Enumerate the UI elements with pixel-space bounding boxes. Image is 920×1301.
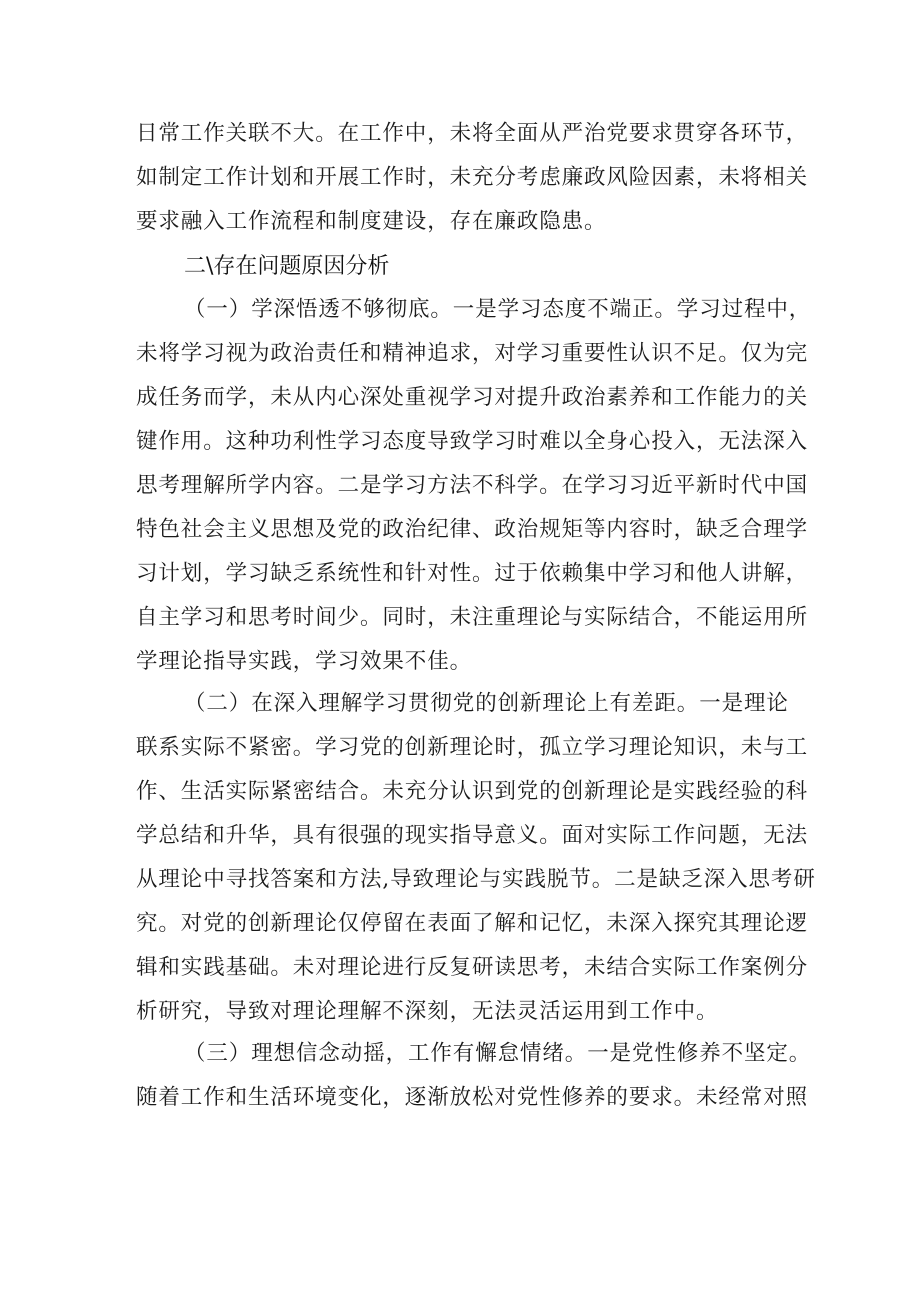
text-line: 自主学习和思考时间少。同时，未注重理论与实际结合，不能运用所 — [136, 605, 809, 630]
text-line: 从理论中寻找答案和方法,导致理论与实践脱节。二是缺乏深入思考研 — [136, 867, 816, 892]
text-line: 未将学习视为政治责任和精神追求，对学习重要性认识不足。仅为完 — [136, 341, 809, 366]
text-line: 日常工作关联不大。在工作中，未将全面从严治党要求贯穿各环节， — [136, 121, 809, 146]
text-line: （一）学深悟透不够彻底。一是学习态度不端正。学习过程中， — [184, 297, 812, 322]
text-line: 要求融入工作流程和制度建设，存在廉政隐患。 — [136, 209, 607, 234]
text-line: 学总结和升华，具有很强的现实指导意义。面对实际工作问题，无法 — [136, 823, 809, 848]
text-line: 成任务而学，未从内心深处重视学习对提升政治素养和工作能力的关 — [136, 385, 809, 410]
text-line: 特色社会主义思想及党的政治纪律、政治规矩等内容时，缺乏合理学 — [136, 517, 809, 542]
text-line: 作、生活实际紧密结合。未充分认识到党的创新理论是实践经验的科 — [136, 779, 809, 804]
text-line: 析研究，导致对理论理解不深刻，无法灵活运用到工作中。 — [136, 999, 719, 1024]
text-line: 思考理解所学内容。二是学习方法不科学。在学习习近平新时代中国 — [136, 473, 809, 498]
text-line: 习计划，学习缺乏系统性和针对性。过于依赖集中学习和他人讲解， — [136, 561, 809, 586]
text-line: （二）在深入理解学习贯彻党的创新理论上有差距。一是理论 — [184, 691, 789, 716]
text-line: 随着工作和生活环境变化，逐渐放松对党性修养的要求。未经常对照 — [136, 1085, 809, 1110]
text-line: 究。对党的创新理论仅停留在表面了解和记忆，未深入探究其理论逻 — [136, 911, 809, 936]
section-heading: 二\存在问题原因分析 — [184, 254, 390, 279]
text-line: （三）理想信念动摇，工作有懈怠情绪。一是党性修养不坚定。 — [184, 1041, 812, 1066]
text-line: 联系实际不紧密。学习党的创新理论时，孤立学习理论知识，未与工 — [136, 735, 809, 760]
text-line: 键作用。这种功利性学习态度导致学习时难以全身心投入，无法深入 — [136, 429, 809, 454]
text-line: 辑和实践基础。未对理论进行反复研读思考，未结合实际工作案例分 — [136, 955, 809, 980]
text-line: 如制定工作计划和开展工作时，未充分考虑廉政风险因素，未将相关 — [136, 165, 809, 190]
text-line: 学理论指导实践，学习效果不佳。 — [136, 649, 473, 674]
